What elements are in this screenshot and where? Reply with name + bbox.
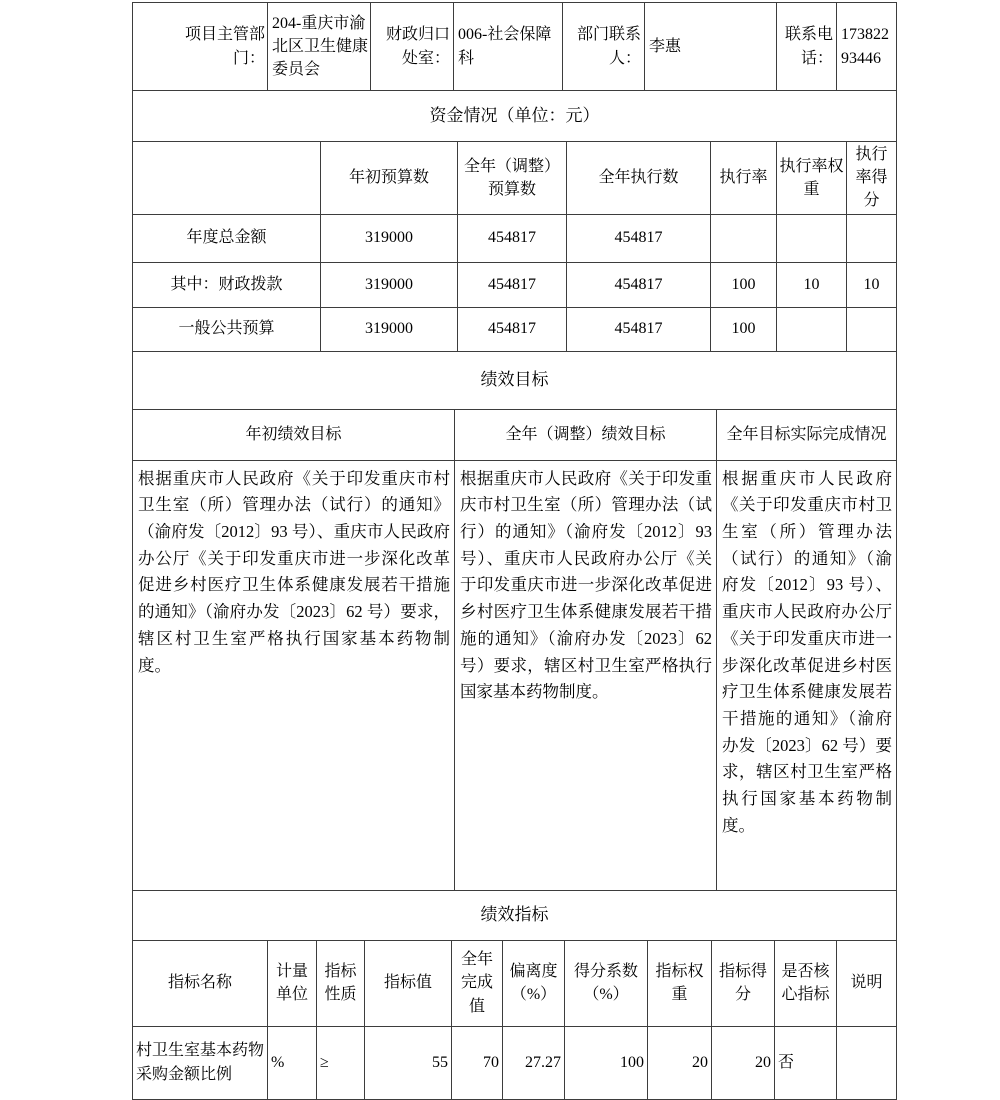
goal-actual-text: 根据重庆市人民政府《关于印发重庆市村卫生室（所）管理办法（试行）的通知》（渝府发〔2012〕93 号）、重庆市人民政府办公厅《关于印发重庆市进一步深化改革促进乡村医疗卫生体系健康发展若干措施的通知》（渝府办发〔2023〕62 号）要求，辖区村卫生室严格执行国家基本药物制度。 [717, 460, 897, 890]
finance-office-value-cell: 006-社会保障科 [454, 3, 563, 91]
contact-person-value-cell: 李惠 [645, 3, 777, 91]
goals-title-row [133, 351, 897, 409]
funding-cell [847, 307, 897, 351]
indicator-note-cell [837, 1026, 897, 1099]
funding-row-fiscal [133, 262, 897, 307]
indicator-unit-cell: % [268, 1026, 317, 1099]
funding-header-rate-score: 执行率得分 [847, 142, 897, 215]
indicator-header-target-value: 指标值 [365, 940, 452, 1026]
funding-header-blank [133, 142, 321, 215]
funding-row-label: 年度总金额 [133, 214, 321, 262]
funding-header-initial-budget: 年初预算数 [321, 142, 458, 215]
funding-cell [777, 214, 847, 262]
indicator-completed-cell: 70 [452, 1026, 503, 1099]
goals-header-actual: 全年目标实际完成情况 [717, 409, 897, 460]
goals-header-row [133, 409, 897, 460]
phone-value-cell: 17382293446 [837, 3, 897, 91]
funding-cell: 10 [777, 262, 847, 307]
funding-header-adjusted-budget: 全年（调整）预算数 [458, 142, 567, 215]
indicator-name-cell: 村卫生室基本药物采购金额比例 [133, 1026, 268, 1099]
funding-cell [711, 214, 777, 262]
funding-cell [847, 214, 897, 262]
indicators-section-title: 绩效指标 [133, 890, 897, 940]
contact-person-label-cell: 部门联系人： [563, 3, 645, 91]
indicator-weight-cell: 20 [648, 1026, 712, 1099]
indicators-title-row [133, 890, 897, 940]
funding-cell: 454817 [458, 214, 567, 262]
goal-initial-text: 根据重庆市人民政府《关于印发重庆市村卫生室（所）管理办法（试行）的通知》（渝府发〔2012〕93 号）、重庆市人民政府办公厅《关于印发重庆市进一步深化改革促进乡村医疗卫生体系健康发展若干措施的通知》（渝府办发〔2023〕62 号）要求，辖区村卫生室严格执行国家基本药物制度。 [133, 460, 455, 890]
funding-row-label: 一般公共预算 [133, 307, 321, 351]
indicator-header-completed-value: 全年完成值 [452, 940, 503, 1026]
funding-cell: 454817 [567, 262, 711, 307]
performance-goals-table [132, 351, 897, 891]
indicator-header-nature: 指标性质 [317, 940, 365, 1026]
indicator-target-cell: 55 [365, 1026, 452, 1099]
indicator-header-score-coefficient: 得分系数（%） [565, 940, 648, 1026]
indicator-header-deviation: 偏离度（%） [503, 940, 565, 1026]
goals-header-adjusted: 全年（调整）绩效目标 [455, 409, 717, 460]
funding-row-total [133, 214, 897, 262]
funding-table [132, 90, 897, 352]
funding-cell: 454817 [567, 307, 711, 351]
indicator-row [133, 1026, 897, 1099]
funding-section-title: 资金情况（单位：元） [133, 91, 897, 142]
performance-report-document [132, 2, 896, 1100]
funding-cell: 454817 [458, 307, 567, 351]
indicator-header-core: 是否核心指标 [775, 940, 837, 1026]
dept-value-cell: 204-重庆市渝北区卫生健康委员会 [268, 3, 371, 91]
indicator-nature-cell: ≥ [317, 1026, 365, 1099]
finance-office-label-cell: 财政归口处室： [371, 3, 454, 91]
funding-cell: 100 [711, 262, 777, 307]
indicator-header-note: 说明 [837, 940, 897, 1026]
funding-header-rate-weight: 执行率权重 [777, 142, 847, 215]
funding-cell: 319000 [321, 262, 458, 307]
goals-content-row [133, 460, 897, 890]
indicator-header-weight: 指标权重 [648, 940, 712, 1026]
funding-cell: 10 [847, 262, 897, 307]
contact-info-row [133, 3, 897, 91]
indicator-deviation-cell: 27.27 [503, 1026, 565, 1099]
funding-cell: 454817 [458, 262, 567, 307]
goals-header-initial: 年初绩效目标 [133, 409, 455, 460]
goal-adjusted-text: 根据重庆市人民政府《关于印发重庆市村卫生室（所）管理办法（试行）的通知》（渝府发〔2012〕93 号）、重庆市人民政府办公厅《关于印发重庆市进一步深化改革促进乡村医疗卫生体系健康发展若干措施的通知》（渝府办发〔2023〕62 号）要求，辖区村卫生室严格执行国家基本药物制度。 [455, 460, 717, 890]
dept-label-cell: 项目主管部门： [133, 3, 268, 91]
indicator-header-name: 指标名称 [133, 940, 268, 1026]
funding-cell: 319000 [321, 307, 458, 351]
funding-cell: 454817 [567, 214, 711, 262]
indicator-coefficient-cell: 100 [565, 1026, 648, 1099]
funding-header-executed: 全年执行数 [567, 142, 711, 215]
performance-indicators-table [132, 890, 897, 1100]
funding-row-public-budget [133, 307, 897, 351]
phone-label-cell: 联系电话： [777, 3, 837, 91]
goals-section-title: 绩效目标 [133, 351, 897, 409]
funding-cell: 319000 [321, 214, 458, 262]
indicator-score-cell: 20 [712, 1026, 775, 1099]
contact-info-table [132, 2, 897, 91]
funding-header-row [133, 142, 897, 215]
funding-header-exec-rate: 执行率 [711, 142, 777, 215]
indicator-header-unit: 计量单位 [268, 940, 317, 1026]
funding-cell [777, 307, 847, 351]
indicators-header-row [133, 940, 897, 1026]
indicator-header-score: 指标得分 [712, 940, 775, 1026]
funding-title-row [133, 91, 897, 142]
indicator-core-cell: 否 [775, 1026, 837, 1099]
funding-cell: 100 [711, 307, 777, 351]
funding-row-label: 其中：财政拨款 [133, 262, 321, 307]
